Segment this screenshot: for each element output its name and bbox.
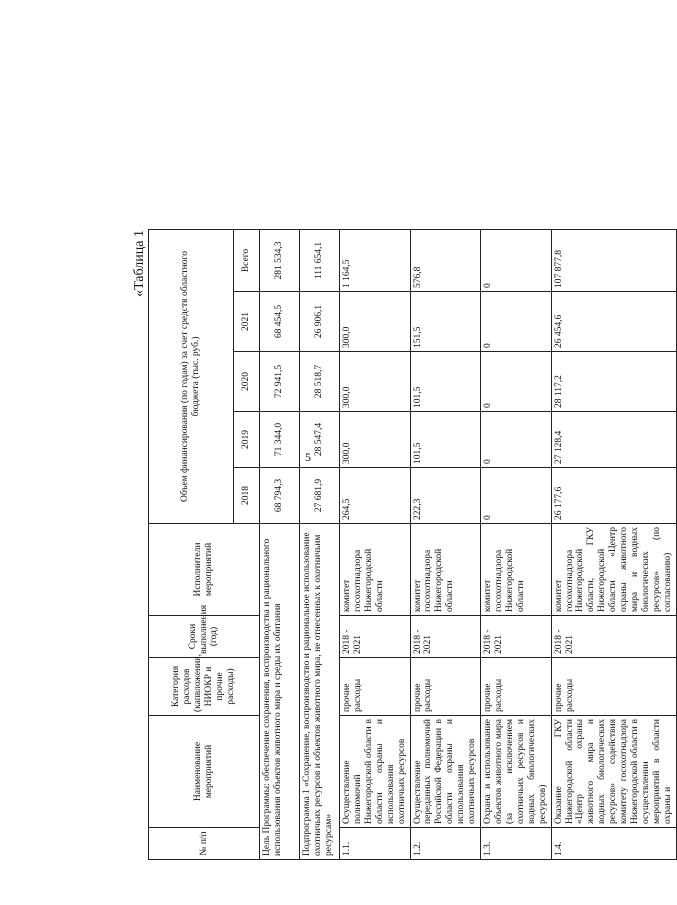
row-value: 26 454,6 bbox=[551, 292, 676, 352]
row-value: 0 bbox=[481, 352, 552, 412]
header-row bbox=[149, 230, 234, 860]
row-period: 2018 - 2021 bbox=[340, 616, 411, 658]
row-period: 2018 - 2021 bbox=[551, 616, 676, 658]
header-category: Категория расходов (капвложения, НИОКР и прочие расходы) bbox=[149, 658, 260, 716]
row-value: 300,0 bbox=[340, 292, 411, 352]
table-row bbox=[340, 230, 411, 860]
row-category: прочие расходы bbox=[551, 658, 676, 716]
row-value: 101,5 bbox=[410, 352, 481, 412]
row-value: 0 bbox=[481, 292, 552, 352]
subprogram-value: 28 547,4 bbox=[300, 412, 340, 468]
row-executors: комитет госохотнадзора Нижегородской области bbox=[410, 524, 481, 616]
header-year: 2019 bbox=[234, 412, 260, 468]
row-executors: комитет госохотнадзора Нижегородской области, ГКУ Нижегородской области «Центр охраны животного мира и водных биологических ресурсов» (по согласованию) bbox=[551, 524, 676, 616]
row-value: 151,5 bbox=[410, 292, 481, 352]
row-period: 2018 - 2021 bbox=[481, 616, 552, 658]
funding-table bbox=[148, 229, 677, 860]
goal-value: 68 454,5 bbox=[260, 292, 300, 352]
goal-row bbox=[260, 230, 300, 860]
table-row bbox=[481, 230, 552, 860]
row-value: 0 bbox=[481, 412, 552, 468]
subprogram-label: Подпрограмма 1 «Сохранение, воспроизводство и рациональное использование охотничьих ресурсов и объектов животного мира, не отнесенных к охотничьим ресурсам» bbox=[300, 524, 340, 860]
subprogram-value: 28 518,7 bbox=[300, 352, 340, 412]
row-name: Оказание ГКУ Нижегородской области «Центр охраны животного мира и водных биологических ресурсов» содействия комитету госохотнадзора Нижегородской области в осуществлении мероприятий в области охраны и bbox=[551, 716, 676, 828]
subprogram-value: 111 654,1 bbox=[300, 230, 340, 292]
row-value: 0 bbox=[481, 230, 552, 292]
row-value: 26 177,6 bbox=[551, 468, 676, 524]
page-number: 5 bbox=[305, 450, 311, 464]
row-num: 1.4. bbox=[551, 828, 676, 860]
goal-label: Цель Программы: обеспечение сохранения, воспроизводства и рационального использования объектов животного мира и среды их обитания bbox=[260, 524, 300, 860]
row-name: Осуществление полномочий Нижегородской области в области охраны и использования охотничьих ресурсов bbox=[340, 716, 411, 828]
goal-value: 72 941,5 bbox=[260, 352, 300, 412]
row-period: 2018 - 2021 bbox=[410, 616, 481, 658]
row-executors: комитет госохотнадзора Нижегородской области bbox=[340, 524, 411, 616]
row-value: 27 128,4 bbox=[551, 412, 676, 468]
subprogram-value: 27 681,9 bbox=[300, 468, 340, 524]
row-num: 1.3. bbox=[481, 828, 552, 860]
row-category: прочие расходы bbox=[481, 658, 552, 716]
goal-value: 281 534,3 bbox=[260, 230, 300, 292]
row-num: 1.2. bbox=[410, 828, 481, 860]
row-value: 300,0 bbox=[340, 352, 411, 412]
rotated-table-page bbox=[126, 230, 673, 860]
header-total: Всего bbox=[234, 230, 260, 292]
table-row bbox=[410, 230, 481, 860]
row-value: 222,3 bbox=[410, 468, 481, 524]
header-year: 2021 bbox=[234, 292, 260, 352]
row-value: 107 877,8 bbox=[551, 230, 676, 292]
row-value: 1 164,5 bbox=[340, 230, 411, 292]
header-year: 2018 bbox=[234, 468, 260, 524]
row-value: 28 117,2 bbox=[551, 352, 676, 412]
header-executors: Исполнители мероприятий bbox=[149, 524, 260, 616]
row-value: 576,8 bbox=[410, 230, 481, 292]
row-executors: комитет госохотнадзора Нижегородской области bbox=[481, 524, 552, 616]
table-row bbox=[551, 230, 676, 860]
header-year: 2020 bbox=[234, 352, 260, 412]
row-value: 0 bbox=[481, 468, 552, 524]
table-title: «Таблица 1 bbox=[132, 230, 147, 297]
header-name: Наименование мероприятий bbox=[149, 716, 260, 828]
subprogram-value: 26 906,1 bbox=[300, 292, 340, 352]
row-value: 300,0 bbox=[340, 412, 411, 468]
header-num: № п/п bbox=[149, 828, 260, 860]
header-period: Сроки выполнения (год) bbox=[149, 616, 260, 658]
row-num: 1.1. bbox=[340, 828, 411, 860]
row-name: Осуществление переданных полномочий Российской Федерации в области охраны и использования охотничьих ресурсов bbox=[410, 716, 481, 828]
row-value: 101,5 bbox=[410, 412, 481, 468]
subprogram-row bbox=[300, 230, 340, 860]
row-category: прочие расходы bbox=[410, 658, 481, 716]
header-funding: Объем финансирования (по годам) за счет средств областного бюджета (тыс. руб.) bbox=[149, 230, 234, 524]
row-category: прочие расходы bbox=[340, 658, 411, 716]
row-name: Охрана и использование объектов животного мира (за исключением охотничьих ресурсов и водных биологических ресурсов) bbox=[481, 716, 552, 828]
goal-value: 71 344,0 bbox=[260, 412, 300, 468]
row-value: 264,5 bbox=[340, 468, 411, 524]
goal-value: 68 794,3 bbox=[260, 468, 300, 524]
